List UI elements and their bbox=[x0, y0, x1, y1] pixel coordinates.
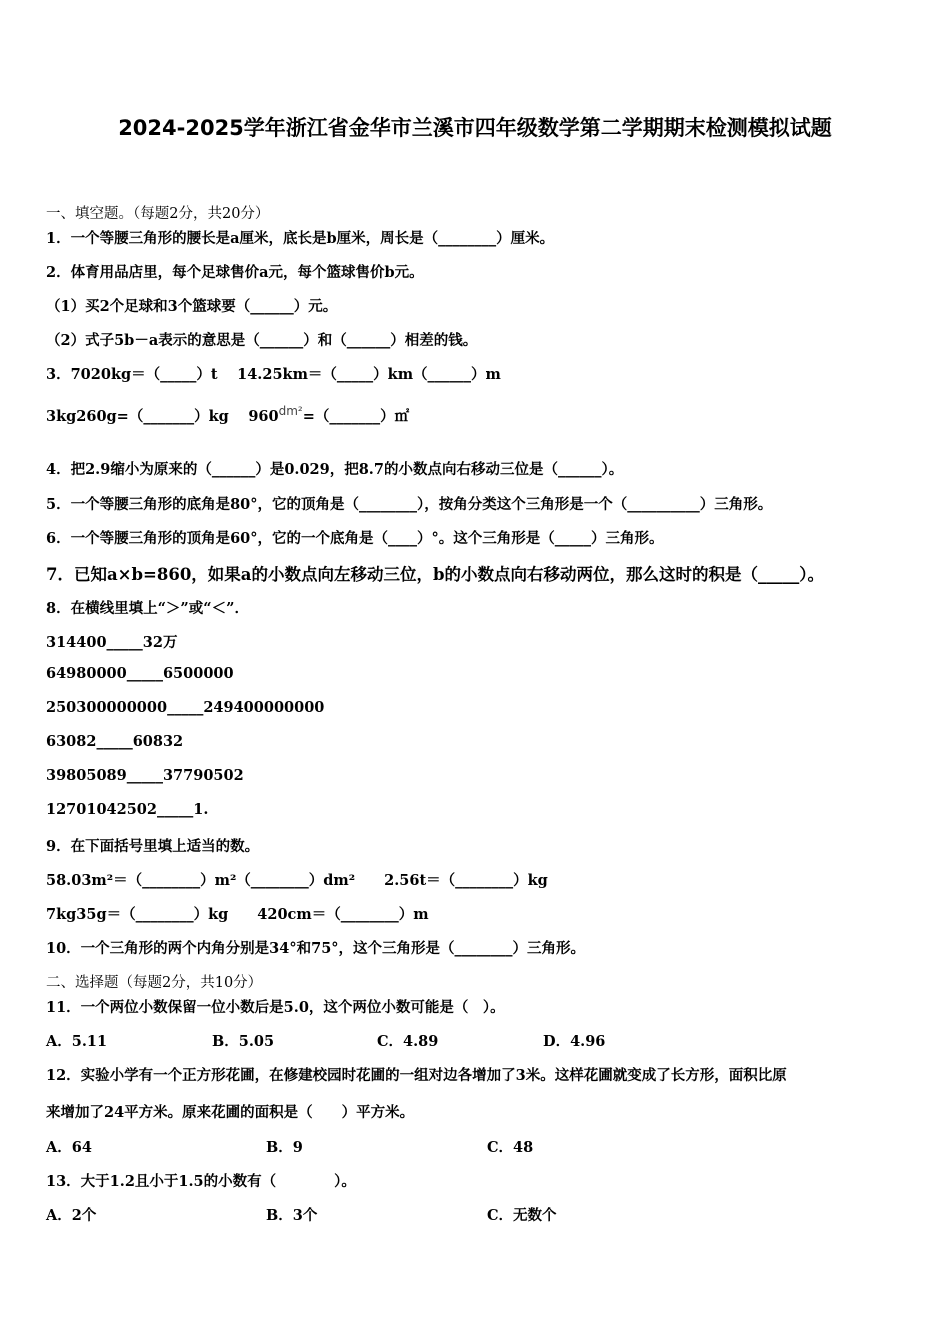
option-c: C．4.89 bbox=[377, 1033, 439, 1050]
question-2-part-2: （2）式子5b－a表示的意思是（______）和（______）相差的钱。 bbox=[46, 332, 478, 349]
question-6: 6．一个等腰三角形的顶角是60°，它的一个底角是（____）°。这个三角形是（_____）三角形。 bbox=[46, 530, 664, 547]
question-1: 1．一个等腰三角形的腰长是a厘米，底长是b厘米，周长是（________）厘米。 bbox=[46, 230, 555, 247]
question-11: 11．一个两位小数保留一位小数后是5.0，这个两位小数可能是（ ）。 bbox=[46, 999, 505, 1016]
option-b: B．3个 bbox=[266, 1207, 318, 1224]
question-8-item: 64980000_____6500000 bbox=[46, 665, 234, 682]
question-8-item: 314400_____32万 bbox=[46, 634, 178, 651]
option-d: D．4.96 bbox=[543, 1033, 606, 1050]
question-8-item: 12701042502_____1. bbox=[46, 801, 209, 818]
question-13: 13．大于1.2且小于1.5的小数有（ ）。 bbox=[46, 1173, 356, 1190]
question-3-line-2-right: =（_______）㎡ bbox=[302, 408, 410, 425]
question-9-line-2: 7kg35g＝（________）kg 420cm＝（________）m bbox=[46, 906, 429, 923]
question-12-options bbox=[46, 1136, 533, 1157]
question-9: 9．在下面括号里填上适当的数。 bbox=[46, 838, 260, 855]
question-5: 5．一个等腰三角形的底角是80°，它的顶角是（________），按角分类这个三角形是一个（__________）三角形。 bbox=[46, 496, 773, 513]
question-3-line-2-left: 3kg260g=（_______）kg 960 bbox=[46, 408, 279, 425]
question-8-item: 250300000000_____249400000000 bbox=[46, 699, 325, 716]
question-4: 4．把2.9缩小为原来的（______）是0.029，把8.7的小数点向右移动三位是（______）。 bbox=[46, 461, 624, 478]
question-12-line-1: 12．实验小学有一个正方形花圃，在修建校园时花圃的一组对边各增加了3米。这样花圃就变成了长方形，面积比原 bbox=[46, 1067, 787, 1084]
question-8-item: 63082_____60832 bbox=[46, 733, 184, 750]
section-choice-heading: 二、选择题（每题2分，共10分） bbox=[46, 975, 263, 991]
option-b: B．9 bbox=[266, 1139, 303, 1156]
question-2-part-1: （1）买2个足球和3个篮球要（______）元。 bbox=[46, 298, 338, 315]
option-a: A．5.11 bbox=[46, 1033, 108, 1050]
question-3-line-1: 3．7020kg＝（_____）t 14.25km＝（_____）km（______）m bbox=[46, 366, 501, 383]
question-12-line-2: 来增加了24平方米。原来花圃的面积是（ ）平方米。 bbox=[46, 1104, 415, 1121]
question-7: 7．已知a×b=860，如果a的小数点向左移动三位，b的小数点向右移动两位，那么这时的积是（_____）。 bbox=[46, 565, 825, 584]
question-2: 2．体育用品店里，每个足球售价a元，每个篮球售价b元。 bbox=[46, 264, 424, 281]
page-title: 2024-2025学年浙江省金华市兰溪市四年级数学第二学期期末检测模拟试题 bbox=[118, 116, 832, 140]
option-a: A．64 bbox=[46, 1139, 92, 1156]
question-9-line-1: 58.03m²＝（________）m²（________）dm² 2.56t＝（________）kg bbox=[46, 872, 548, 889]
option-b: B．5.05 bbox=[212, 1033, 275, 1050]
question-8-item: 39805089_____37790502 bbox=[46, 767, 244, 784]
option-c: C．48 bbox=[487, 1139, 534, 1156]
question-10: 10．一个三角形的两个内角分别是34°和75°，这个三角形是（________）三角形。 bbox=[46, 940, 586, 957]
section-fill-blank-heading: 一、填空题。（每题2分，共20分） bbox=[46, 206, 270, 222]
question-11-options bbox=[46, 1030, 605, 1051]
question-8: 8．在横线里填上“＞”或“＜”． bbox=[46, 600, 249, 617]
option-a: A．2个 bbox=[46, 1207, 97, 1224]
option-c: C．无数个 bbox=[487, 1207, 557, 1224]
unit-dm2-image: dm² bbox=[278, 404, 303, 418]
question-3-line-2 bbox=[46, 404, 409, 426]
question-13-options bbox=[46, 1204, 557, 1225]
